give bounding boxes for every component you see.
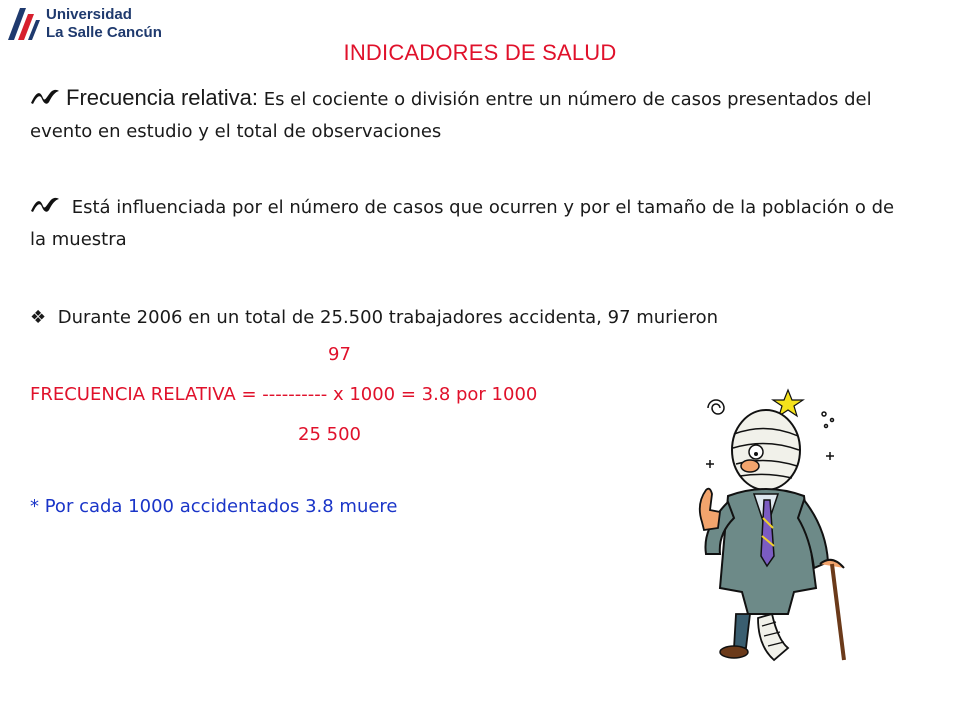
formula-line: FRECUENCIA RELATIVA = ---------- x 1000 = 3.8 por 1000	[30, 384, 538, 405]
conclusion-text: * Por cada 1000 accidentados 3.8 muere	[30, 496, 398, 517]
formula-denominator: 25 500	[298, 424, 361, 445]
la-salle-logo-icon	[6, 6, 40, 42]
diamond-bullet-icon: ❖	[30, 307, 47, 328]
influence-paragraph	[30, 192, 910, 256]
check-swoosh-icon	[30, 196, 60, 214]
formula-numerator: 97	[328, 344, 351, 365]
definition-text: Es el cociente o división entre un número de casos presentados del evento en estudio y el total de observaciones	[30, 89, 872, 142]
example-paragraph	[30, 302, 910, 334]
logo-text	[46, 6, 162, 42]
definition-paragraph	[30, 82, 910, 148]
logo-line-1: Universidad	[46, 6, 132, 23]
influence-text: Está influenciada por el número de casos que ocurren y por el tamaño de la población o de la muestra	[30, 197, 895, 250]
slide-title: INDICADORES DE SALUD	[343, 40, 617, 65]
injured-man-cartoon-icon	[676, 378, 876, 664]
check-swoosh-icon	[30, 88, 60, 106]
logo-line-2: La Salle Cancún	[46, 24, 162, 41]
term-label: Frecuencia relativa:	[66, 85, 258, 110]
example-text: Durante 2006 en un total de 25.500 trabajadores accidenta, 97 murieron	[52, 307, 719, 328]
